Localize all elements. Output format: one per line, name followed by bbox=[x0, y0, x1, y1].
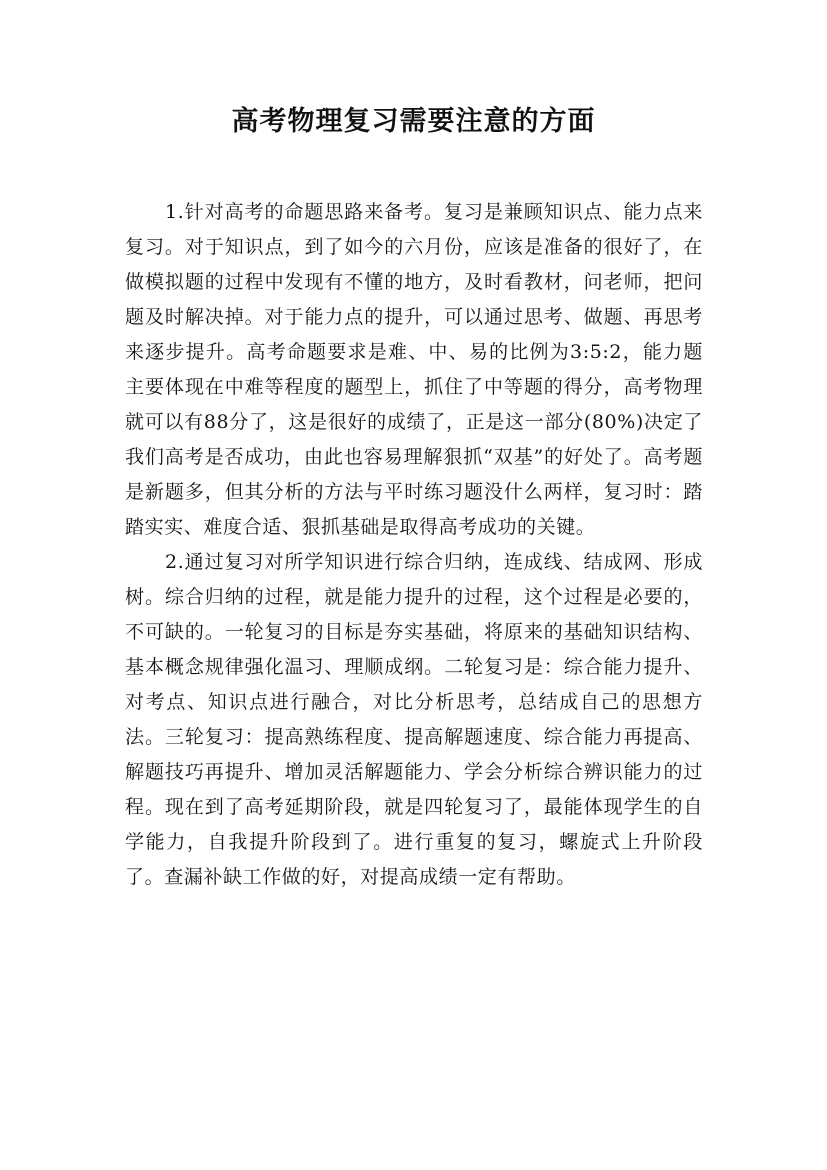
paragraph-2: 2.通过复习对所学知识进行综合归纳，连成线、结成网、形成树。综合归纳的过程，就是能力提升的过程，这个过程是必要的，不可缺的。一轮复习的目标是夯实基础，将原来的基础知识结构、基本概念规律强化温习、理顺成纲。二轮复习是：综合能力提升、对考点、知识点进行融合，对比分析思考，总结成自己的思想方法。三轮复习：提高熟练程度、提高解题速度、综合能力再提高、解题技巧再提升、增加灵活解题能力、学会分析综合辨识能力的过程。现在到了高考延期阶段，就是四轮复习了，最能体现学生的自学能力，自我提升阶段到了。进行重复的复习，螺旋式上升阶段了。查漏补缺工作做的好，对提高成绩一定有帮助。 bbox=[125, 551, 703, 888]
document-body bbox=[125, 195, 703, 895]
paragraph-1: 1.针对高考的命题思路来备考。复习是兼顾知识点、能力点来复习。对于知识点，到了如今的六月份，应该是准备的很好了，在做模拟题的过程中发现有不懂的地方，及时看教材，问老师，把问题及时解决掉。对于能力点的提升，可以通过思考、做题、再思考来逐步提升。高考命题要求是难、中、易的比例为3:5:2，能力题主要体现在中难等程度的题型上，抓住了中等题的得分，高考物理就可以有88分了，这是很好的成绩了，正是这一部分(80%)决定了我们高考是否成功，由此也容易理解狠抓“双基”的好处了。高考题是新题多，但其分析的方法与平时练习题没什么两样，复习时：踏踏实实、难度合适、狠抓基础是取得高考成功的关键。 bbox=[125, 201, 703, 538]
document-title: 高考物理复习需要注意的方面 bbox=[231, 106, 596, 137]
